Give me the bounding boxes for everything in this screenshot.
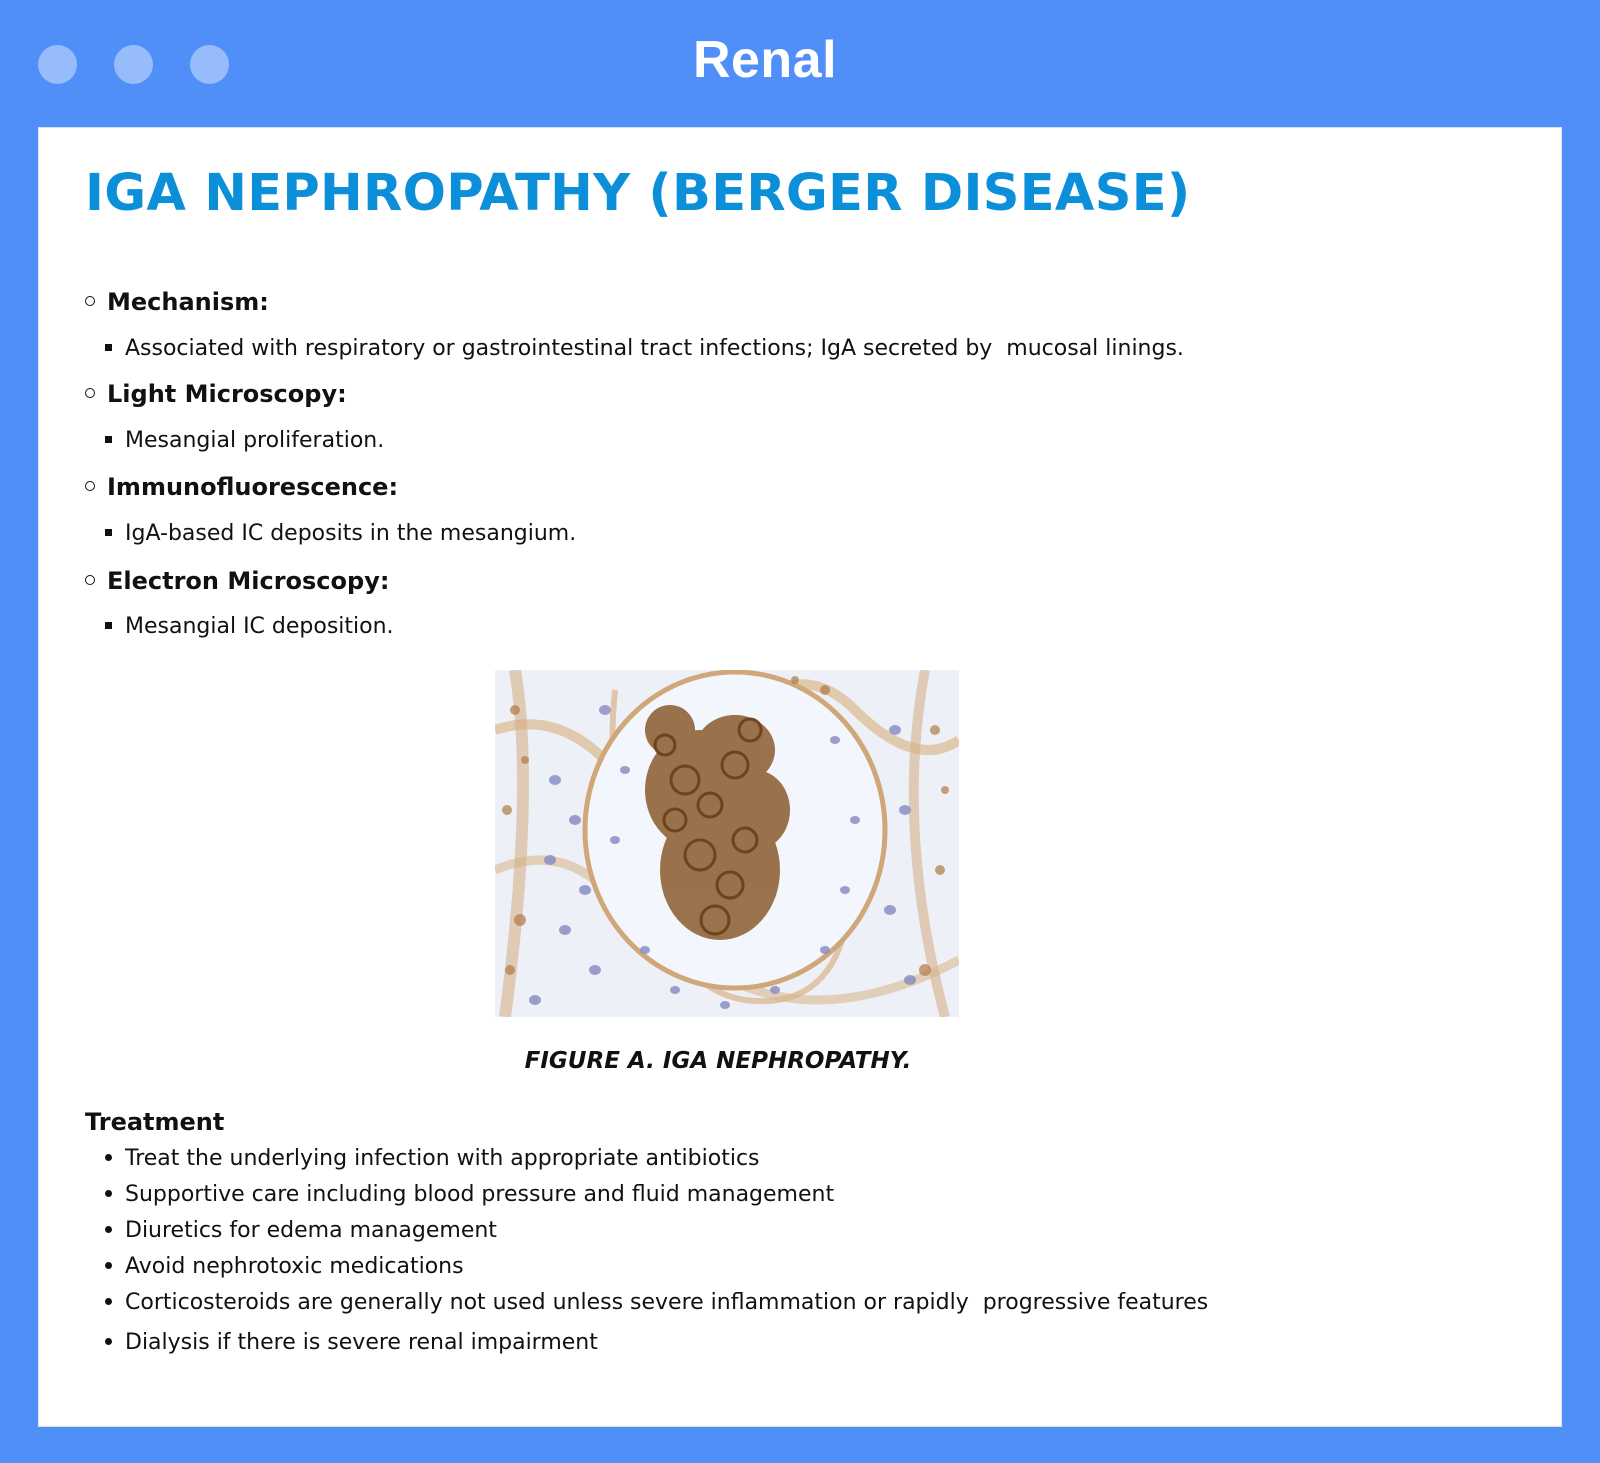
treatment-item: Treat the underlying infection with appropriate antibiotics — [105, 1146, 760, 1171]
square-bullet-icon — [105, 436, 112, 443]
treatment-item: Dialysis if there is severe renal impairment — [105, 1330, 598, 1355]
bullet-icon — [105, 1226, 112, 1233]
section-detail-mechanism: Associated with respiratory or gastrointestinal tract infections; IgA secreted by mucosal linings. — [105, 336, 1184, 361]
bullet-icon — [105, 1338, 112, 1345]
treatment-item: Diuretics for edema management — [105, 1218, 497, 1243]
bullet-icon — [105, 1154, 112, 1161]
treatment-item: Supportive care including blood pressure and fluid management — [105, 1182, 834, 1207]
treatment-item: Corticosteroids are generally not used unless severe inflammation or rapidly progressive features — [105, 1290, 1208, 1315]
title-bar — [0, 0, 1600, 127]
section-detail-immunofluorescence: IgA-based IC deposits in the mesangium. — [105, 521, 576, 546]
treatment-heading: Treatment — [85, 1108, 225, 1136]
section-heading-electron-microscopy: Electron Microscopy: — [85, 567, 389, 595]
window-title: Renal — [692, 31, 838, 89]
circle-bullet-icon — [85, 296, 95, 306]
page-title: IGA NEPHROPATHY (BERGER DISEASE) — [85, 164, 1191, 223]
section-detail-electron-microscopy: Mesangial IC deposition. — [105, 614, 394, 639]
circle-bullet-icon — [85, 388, 95, 398]
bullet-icon — [105, 1262, 112, 1269]
document-content — [38, 127, 1562, 1427]
square-bullet-icon — [105, 622, 112, 629]
section-heading-mechanism: Mechanism: — [85, 288, 269, 316]
circle-bullet-icon — [85, 481, 95, 491]
section-heading-light-microscopy: Light Microscopy: — [85, 380, 347, 408]
circle-bullet-icon — [85, 575, 95, 585]
treatment-item: Avoid nephrotoxic medications — [105, 1254, 464, 1279]
square-bullet-icon — [105, 344, 112, 351]
section-detail-light-microscopy: Mesangial proliferation. — [105, 428, 384, 453]
square-bullet-icon — [105, 529, 112, 536]
figure-caption: FIGURE A. IGA NEPHROPATHY. — [524, 1048, 912, 1074]
bullet-icon — [105, 1190, 112, 1197]
section-heading-immunofluorescence: Immunofluorescence: — [85, 473, 398, 501]
bullet-icon — [105, 1298, 112, 1305]
micrograph-image — [495, 670, 959, 1017]
